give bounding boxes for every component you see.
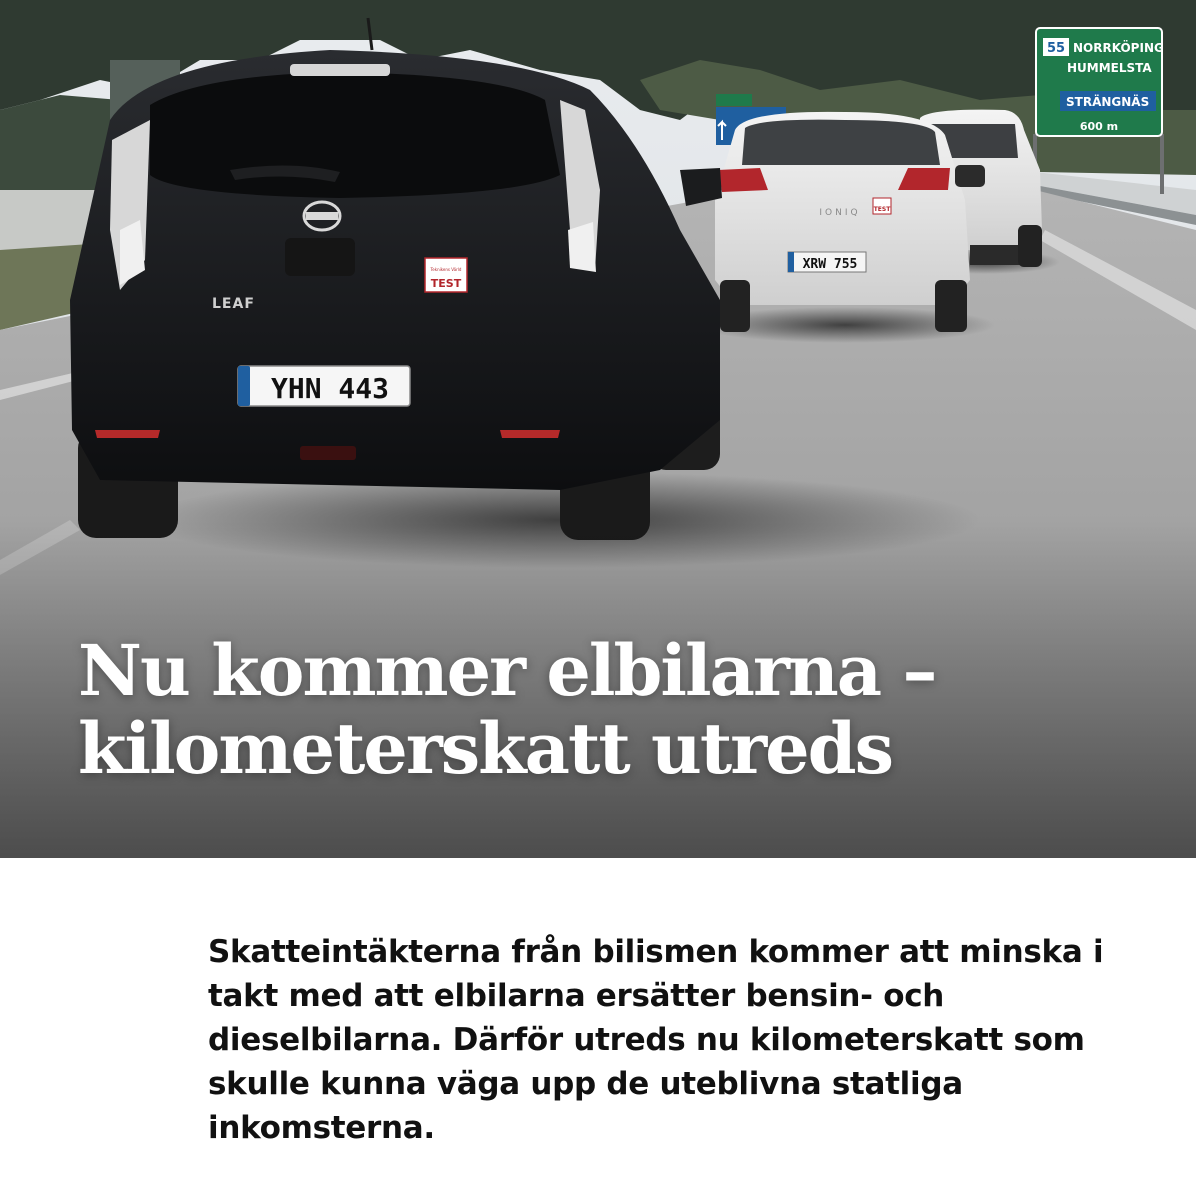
lead-car-sticker-bottom: TEST: [430, 277, 462, 290]
road-sign-line3: STRÄNGNÄS: [1066, 95, 1150, 109]
lead-car-plate: YHN 443: [270, 372, 390, 405]
road-sign-line2: HUMMELSTA: [1067, 61, 1152, 75]
lead-car-model-badge: LEAF: [212, 296, 255, 312]
middle-car-model-badge: IONIQ: [819, 208, 861, 218]
road-sign-distance: 600 m: [1079, 120, 1119, 133]
article-headline: [78, 629, 1158, 790]
headline-line-1: Nu kommer elbilarna –: [78, 629, 936, 712]
article-lead-paragraph: Skatteintäkterna från bilismen kommer att minska i takt med att elbilarna ersätter bensin- och dieselbilarna. Därför utreds nu kilometerskatt som skulle kunna väga upp de uteblivna statliga inkomsterna.: [208, 934, 1104, 1146]
road-sign-line1: NORRKÖPING: [1073, 41, 1164, 55]
road-sign-route-number: 55: [1046, 41, 1066, 56]
middle-car-plate: XRW 755: [802, 257, 858, 272]
lead-car-sticker-top: Teknikens Värld: [430, 267, 462, 272]
middle-car-sticker: TEST: [873, 206, 891, 213]
headline-line-2: kilometerskatt utreds: [78, 707, 893, 790]
